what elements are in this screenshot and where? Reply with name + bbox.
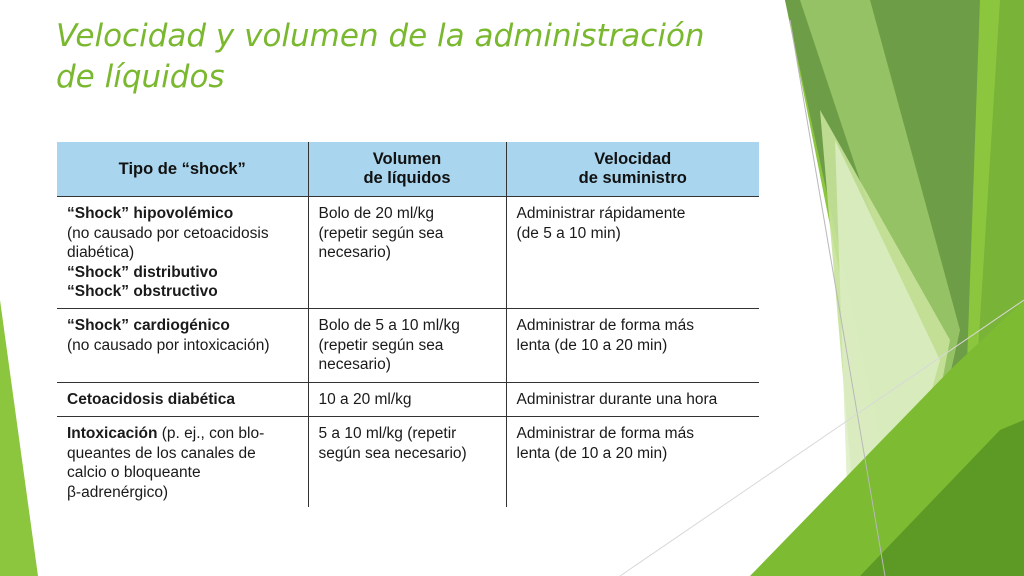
table-row xyxy=(57,383,759,417)
table-row xyxy=(57,309,759,383)
cell-line: Administrar durante una hora xyxy=(516,391,718,408)
cell-volume xyxy=(308,383,506,417)
cell-line: calcio o bloqueante xyxy=(67,464,201,481)
cell-line xyxy=(67,424,300,444)
cell-volume xyxy=(308,197,506,309)
header-line: Volumen xyxy=(372,150,442,168)
cell-line: diabética) xyxy=(67,244,135,261)
cell-rate xyxy=(506,383,759,417)
cell-line: (repetir según sea xyxy=(318,336,444,354)
cell-line: queantes de los canales de xyxy=(67,444,256,462)
cell-line xyxy=(67,282,300,302)
header-line: de líquidos xyxy=(363,169,451,187)
cell-line xyxy=(67,204,300,224)
cell-line: 5 a 10 ml/kg (repetir xyxy=(318,425,457,442)
cell-line: (no causado por intoxicación) xyxy=(67,336,270,354)
cell-bold-text: “Shock” cardiogénico xyxy=(67,317,230,334)
cell-line: Administrar rápidamente xyxy=(516,205,686,222)
header-fluid-volume xyxy=(308,142,506,197)
cell-normal-text: (p. ej., con blo- xyxy=(157,425,265,442)
cell-bold-text: Intoxicación xyxy=(67,425,158,442)
cell-volume xyxy=(308,309,506,383)
header-line: de suministro xyxy=(578,169,687,187)
cell-line: 10 a 20 ml/kg xyxy=(318,391,412,408)
cell-line: necesario) xyxy=(318,244,391,261)
cell-bold-text: Cetoacidosis diabética xyxy=(67,391,235,408)
slide-title-line: Velocidad y volumen de la administración xyxy=(56,18,705,54)
cell-line: lenta (de 10 a 20 min) xyxy=(516,444,668,462)
cell-rate xyxy=(506,197,759,309)
cell-bold-text: “Shock” obstructivo xyxy=(67,283,218,300)
cell-line: necesario) xyxy=(318,356,391,373)
cell-line: β-adrenérgico) xyxy=(67,483,169,501)
cell-shock-type xyxy=(57,417,308,507)
header-line: Tipo de “shock” xyxy=(118,159,246,178)
cell-line xyxy=(67,390,300,410)
header-line: Velocidad xyxy=(594,150,672,168)
cell-line: Bolo de 20 ml/kg xyxy=(318,205,434,222)
cell-line xyxy=(67,263,300,283)
cell-line: (no causado por cetoacidosis xyxy=(67,224,269,242)
cell-bold-text: “Shock” hipovolémico xyxy=(67,205,234,222)
cell-shock-type xyxy=(57,309,308,383)
table-row xyxy=(57,417,759,507)
table-header-row xyxy=(57,142,759,197)
cell-line: Administrar de forma más xyxy=(516,425,694,442)
slide-title xyxy=(56,16,756,98)
cell-line: según sea necesario) xyxy=(318,444,467,462)
cell-line: (de 5 a 10 min) xyxy=(516,224,621,242)
header-shock-type xyxy=(57,142,308,197)
table-row xyxy=(57,197,759,309)
cell-line: Bolo de 5 a 10 ml/kg xyxy=(318,317,460,334)
cell-line: Administrar de forma más xyxy=(516,317,694,334)
cell-line: lenta (de 10 a 20 min) xyxy=(516,336,668,354)
cell-bold-text: “Shock” distributivo xyxy=(67,263,218,281)
cell-line: (repetir según sea xyxy=(318,224,444,242)
cell-shock-type xyxy=(57,197,308,309)
cell-rate xyxy=(506,417,759,507)
cell-line xyxy=(67,316,300,336)
header-delivery-rate xyxy=(506,142,759,197)
deco-facet xyxy=(0,300,38,576)
slide-title-line: de líquidos xyxy=(56,59,225,95)
cell-volume xyxy=(308,417,506,507)
fluid-administration-table xyxy=(57,142,759,507)
cell-shock-type xyxy=(57,383,308,417)
cell-rate xyxy=(506,309,759,383)
